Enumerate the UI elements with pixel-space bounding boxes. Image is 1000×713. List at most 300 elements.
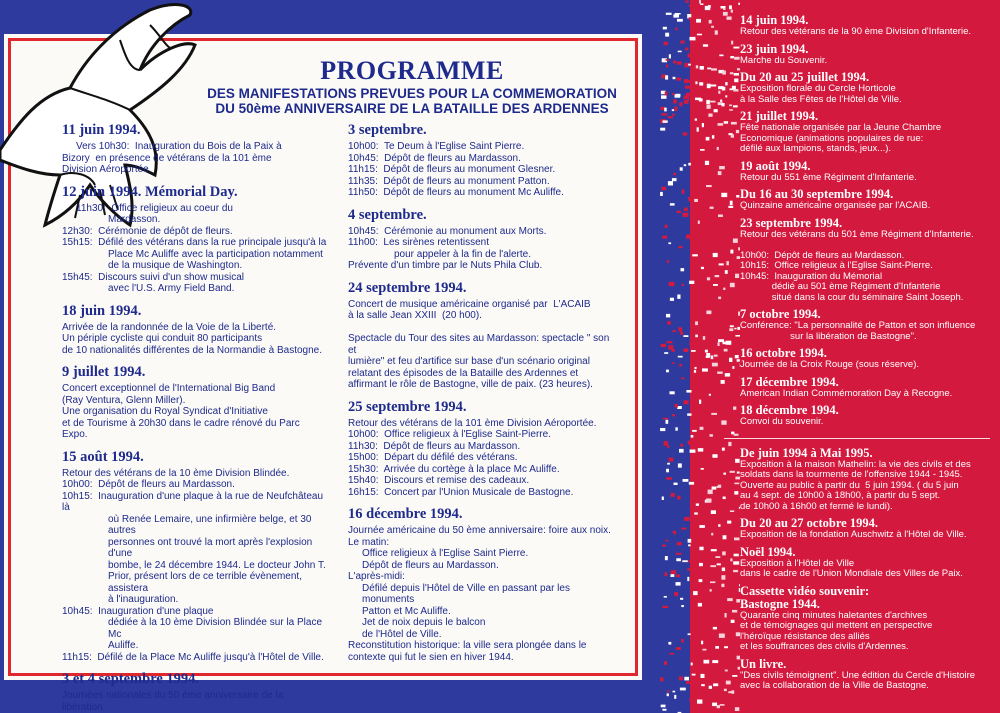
event-line: Dépôt de fleurs au Mardasson. (362, 559, 499, 571)
confetti-piece (695, 367, 697, 369)
confetti-piece (733, 239, 738, 243)
confetti-piece (667, 690, 669, 692)
confetti-piece (693, 364, 698, 368)
confetti-piece (735, 274, 739, 278)
event-line: et de témoignages qui mettent en perspective (740, 620, 933, 631)
confetti-piece (699, 82, 703, 85)
confetti-piece (699, 400, 701, 404)
confetti-piece (672, 93, 675, 95)
confetti-piece (719, 263, 724, 265)
confetti-piece (705, 577, 707, 580)
confetti-piece (670, 203, 675, 205)
confetti-piece (711, 510, 716, 514)
confetti-piece (661, 113, 667, 115)
event-line: de l'Hôtel de Ville. (362, 628, 442, 640)
event-line: 10h45: Inauguration du Mémorial (740, 270, 883, 282)
event-date: 25 septembre 1994. (348, 398, 467, 415)
event-block (740, 658, 990, 692)
event-line: à la salle Jean XXIII (20 h00). (348, 310, 482, 321)
confetti-piece (698, 221, 700, 224)
confetti-piece (696, 194, 702, 196)
event-block (740, 160, 990, 184)
event-line: de 10 nationalités différentes de la Normandie à Bastogne. (62, 344, 322, 356)
confetti-piece (673, 61, 676, 64)
confetti-piece (667, 321, 671, 325)
event-line: Journées nationales du 50 ème anniversaire de la libération. (62, 690, 287, 713)
confetti-piece (663, 27, 667, 30)
confetti-piece (730, 325, 734, 327)
confetti-piece (702, 123, 704, 127)
confetti-piece (717, 705, 720, 708)
confetti-piece (684, 95, 688, 99)
right-column (740, 14, 990, 692)
confetti-piece (736, 195, 739, 198)
confetti-piece (735, 355, 739, 358)
confetti-piece (687, 413, 691, 415)
confetti-piece (712, 703, 717, 707)
confetti-piece (663, 606, 669, 608)
confetti-piece (665, 540, 668, 542)
confetti-piece (722, 103, 725, 106)
event-line: 11h35: Dépôt de fleurs au monument Patton. (348, 175, 550, 187)
event-line: 10h45: Cérémonie au monument aux Morts. (348, 225, 547, 237)
confetti-piece (663, 120, 668, 122)
confetti-piece (717, 147, 719, 150)
confetti-piece (670, 298, 674, 301)
confetti-piece (695, 335, 698, 338)
confetti-piece (669, 54, 671, 58)
confetti-piece (708, 490, 713, 495)
event-date: 7 octobre 1994. (740, 307, 821, 321)
confetti-piece (689, 281, 694, 284)
confetti-piece (718, 485, 721, 488)
event-line: 11h30: Dépôt de fleurs au Mardasson. (348, 440, 521, 452)
confetti-piece (734, 483, 739, 485)
confetti-piece (677, 496, 680, 500)
confetti-piece (672, 362, 675, 364)
confetti-piece (672, 109, 674, 111)
event-line: Auliffe. (108, 640, 139, 651)
confetti-piece (682, 560, 688, 562)
confetti-piece (697, 34, 702, 36)
confetti-piece (686, 390, 691, 393)
confetti-piece (676, 558, 681, 561)
confetti-piece (686, 234, 690, 239)
event-line: Journée américaine du 50 ème anniversaire: foire aux noix. (348, 525, 611, 536)
confetti-piece (664, 42, 668, 46)
confetti-piece (721, 380, 725, 384)
event-line: défilé aux lampions, stands, jeux...). (740, 143, 892, 154)
confetti-piece (712, 363, 718, 367)
event-line: 15h30: Arrivée du cortège à la place Mc Auliffe. (348, 463, 560, 475)
confetti-piece (667, 463, 670, 465)
confetti-piece (690, 342, 693, 346)
confetti-piece (684, 677, 689, 681)
confetti-piece (684, 517, 689, 521)
confetti-piece (724, 646, 728, 648)
event-block (348, 122, 618, 199)
confetti-piece (688, 441, 694, 445)
confetti-piece (723, 535, 727, 539)
confetti-piece (706, 499, 712, 503)
confetti-piece (722, 568, 725, 572)
confetti-piece (682, 189, 685, 193)
confetti-piece (722, 87, 725, 91)
event-line: Défilé depuis l'Hôtel de Ville en passant par les monuments (362, 582, 573, 605)
event-line: Ouverte au public à partir du 5 juin 1994. ( du 5 juin (740, 479, 959, 491)
confetti-piece (691, 88, 696, 91)
event-line: (Ray Ventura, Glenn Miller). (62, 394, 186, 406)
confetti-piece (731, 432, 734, 435)
confetti-piece (668, 642, 671, 645)
confetti-piece (662, 236, 667, 239)
confetti-piece (694, 176, 699, 179)
confetti-piece (705, 161, 709, 165)
confetti-piece (680, 688, 686, 691)
event-block (740, 376, 990, 400)
confetti-piece (680, 167, 683, 170)
confetti-piece (679, 102, 682, 106)
event-line: Vers 10h30: Inauguration du Bois de la Paix à (76, 141, 282, 152)
confetti-piece (684, 400, 689, 404)
event-date: 11 juin 1994. (62, 122, 141, 138)
confetti-piece (672, 178, 677, 181)
confetti-piece (689, 482, 694, 485)
event-block (62, 671, 327, 713)
confetti-piece (711, 85, 717, 87)
confetti-piece (734, 328, 736, 330)
confetti-piece (687, 568, 690, 570)
event-line: Patton et Mc Auliffe. (362, 605, 451, 617)
confetti-piece (678, 327, 682, 331)
confetti-piece (681, 605, 684, 607)
confetti-piece (707, 180, 711, 184)
confetti-piece (700, 149, 705, 151)
confetti-piece (731, 10, 733, 13)
event-block (740, 71, 990, 105)
confetti-piece (674, 107, 677, 111)
confetti-piece (723, 473, 726, 475)
confetti-piece (676, 575, 680, 578)
event-line: de 10h00 à 16h00 et fermé le lundi). (740, 500, 893, 512)
event-date: Du 20 au 27 octobre 1994. (740, 516, 878, 530)
event-line: et de Tourisme à 20h30 dans le cadre rénové du Parc Expo. (62, 417, 303, 440)
event-line: Prévente d'un timbre par le Nuts Phila Club. (348, 260, 543, 271)
confetti-piece (667, 260, 669, 263)
event-line: Marche du Souvenir. (740, 54, 828, 66)
confetti-piece (715, 275, 720, 277)
confetti-piece (667, 693, 669, 696)
event-line: Quinzaine américaine organisée par l'ACAIB. (740, 200, 931, 211)
confetti-piece (712, 487, 717, 490)
confetti-piece (678, 463, 682, 467)
confetti-piece (699, 525, 705, 528)
confetti-piece (711, 68, 717, 70)
event-block (348, 280, 618, 391)
event-line: affirmant le rôle de Bastogne, ville de paix. (23 heures). (348, 379, 593, 390)
event-date: 24 septembre 1994. (348, 279, 467, 296)
confetti-piece (662, 545, 666, 547)
confetti-piece (718, 297, 721, 300)
confetti-piece (719, 166, 725, 169)
confetti-piece (725, 95, 727, 97)
confetti-piece (676, 553, 682, 555)
confetti-piece (690, 37, 696, 41)
confetti-piece (683, 335, 688, 337)
event-date: 12 juin 1994. Mémorial Day. (62, 183, 238, 200)
confetti-piece (718, 342, 720, 346)
confetti-piece (731, 41, 733, 45)
confetti-piece (730, 250, 733, 254)
confetti-piece (660, 128, 665, 131)
event-block (62, 184, 327, 295)
confetti-piece (715, 556, 720, 558)
confetti-piece (671, 493, 675, 497)
confetti-piece (688, 633, 691, 635)
confetti-piece (683, 479, 689, 482)
confetti-piece (677, 61, 682, 64)
event-line: dans le cadre de l'Union Mondiale des Villes de Paix. (740, 568, 963, 579)
confetti-piece (681, 377, 684, 379)
confetti-piece (695, 321, 698, 325)
confetti-piece (726, 261, 729, 265)
confetti-piece (698, 603, 702, 607)
confetti-piece (696, 65, 698, 68)
confetti-piece (681, 268, 685, 271)
right-column-bottom (740, 447, 990, 692)
confetti-piece (701, 468, 704, 470)
confetti-piece (735, 459, 740, 463)
confetti-piece (671, 570, 676, 574)
event-date: Un livre. (740, 656, 787, 671)
confetti-piece (734, 73, 739, 76)
confetti-piece (688, 197, 691, 201)
event-date: Du 16 au 30 septembre 1994. (740, 187, 894, 201)
confetti-piece (713, 253, 718, 257)
confetti-piece (673, 330, 676, 332)
confetti-piece (721, 575, 725, 580)
middle-column (348, 122, 618, 663)
event-line: lumière" et feu d'artifice sur base d'un scénario original (348, 356, 590, 367)
confetti-piece (725, 670, 728, 672)
confetti-piece (723, 497, 726, 500)
confetti-piece (709, 394, 711, 396)
confetti-piece (686, 681, 690, 684)
confetti-piece (668, 181, 673, 185)
confetti-piece (720, 704, 725, 706)
confetti-piece (706, 185, 712, 187)
confetti-piece (685, 86, 691, 89)
confetti-piece (734, 434, 739, 436)
event-line: Une organisation du Royal Syndicat d'Initiative (62, 406, 268, 417)
event-line: Conférence: "La personnalité de Patton et son influence (740, 320, 976, 331)
event-line: Exposition à la maison Mathelin: la vie des civils et des (740, 458, 971, 470)
confetti-piece (688, 561, 690, 563)
event-line: Quarante cinq minutes haletantes d'archives (740, 609, 928, 621)
confetti-piece (730, 558, 732, 561)
confetti-piece (712, 135, 714, 139)
event-line: 12h30: Cérémonie de dépôt de fleurs. (62, 225, 233, 237)
event-line: Reconstitution historique: la ville sera plongée dans le (348, 640, 587, 651)
confetti-piece (677, 542, 682, 545)
confetti-piece (673, 14, 679, 17)
confetti-piece (723, 342, 727, 345)
event-line: 10h45: Inauguration d'une plaque (62, 605, 214, 617)
event-line: bombe, le 24 décembre 1944. Le docteur John T. (108, 559, 326, 571)
event-line: avec la collaboration de la Ville de Bastogne. (740, 680, 929, 691)
confetti-piece (733, 105, 738, 107)
confetti-piece (730, 510, 734, 512)
confetti-piece (699, 563, 703, 566)
event-line: Concert de musique américaine organisé par L'ACAIB (348, 298, 591, 310)
confetti-piece (717, 372, 723, 374)
event-block (740, 188, 990, 212)
event-block (740, 404, 990, 428)
confetti-piece (674, 483, 678, 485)
confetti-piece (708, 114, 712, 117)
event-line: Jet de noix depuis le balcon (362, 617, 486, 628)
confetti-piece (731, 134, 734, 137)
event-line: 11h50: Dépôt de fleurs au monument Mc Auliffe. (348, 187, 564, 198)
confetti-piece (732, 366, 734, 369)
event-line: 11h00: Les sirènes retentissent (348, 237, 490, 248)
confetti-piece (664, 441, 668, 446)
event-date: 15 août 1994. (62, 448, 144, 465)
event-line: avec l'U.S. Army Field Band. (108, 283, 235, 294)
confetti-piece (673, 173, 676, 175)
event-block (740, 517, 990, 541)
confetti-piece (699, 0, 701, 3)
confetti-piece (698, 448, 704, 452)
confetti-piece (711, 26, 714, 28)
confetti-piece (679, 246, 683, 248)
event-line: personnes ont trouvé la mort après l'explosion d'une (108, 536, 316, 559)
confetti-piece (711, 356, 714, 360)
confetti-piece (696, 19, 701, 23)
confetti-piece (734, 57, 740, 60)
confetti-piece (704, 570, 707, 573)
confetti-piece (701, 641, 703, 645)
event-line: pour appeler à la fin de l'alerte. (394, 248, 531, 260)
confetti-piece (729, 105, 732, 107)
confetti-piece (663, 418, 668, 420)
confetti-piece (735, 707, 739, 711)
confetti-piece (666, 65, 668, 68)
event-line: 10h15: Inauguration d'une plaque à la rue de Neufchâteau là (62, 490, 326, 513)
confetti-piece (695, 119, 697, 121)
event-line: où Renée Lemaire, une infirmière belge, et 30 autres (108, 513, 315, 536)
confetti-piece (699, 98, 703, 101)
confetti-piece (710, 589, 712, 592)
confetti-piece (699, 547, 703, 551)
confetti-piece (675, 13, 681, 15)
confetti-piece (688, 544, 691, 546)
event-line: 10h45: Dépôt de fleurs au Mardasson. (348, 152, 521, 164)
confetti-piece (672, 114, 675, 116)
confetti-piece (730, 88, 733, 90)
event-line: Office religieux à l'Eglise Saint Pierre. (362, 548, 529, 559)
confetti-piece (714, 355, 718, 357)
event-line: Exposition à l'Hôtel de Ville (740, 557, 855, 569)
confetti-piece (730, 56, 734, 58)
event-block (62, 122, 327, 176)
event-block (740, 43, 990, 67)
event-line: de la musique de Washington. (108, 260, 243, 271)
event-line: Arrivée de la randonnée de la Voie de la Liberté. (62, 321, 277, 333)
event-block (740, 447, 990, 513)
confetti-piece (706, 100, 710, 104)
confetti-piece (689, 17, 694, 20)
confetti-piece (676, 647, 681, 650)
event-block (740, 585, 990, 653)
confetti-piece (711, 413, 717, 415)
event-line: 15h45: Discours suivi d'un show musical (62, 271, 244, 283)
event-line: Exposition florale du Cercle Horticole (740, 83, 896, 94)
event-line: Mardasson. (108, 214, 161, 225)
confetti-piece (675, 427, 677, 430)
confetti-piece (662, 497, 664, 501)
confetti-piece (685, 48, 688, 51)
event-line: sur la libération de Bastogne". (740, 330, 917, 342)
confetti-piece (681, 41, 685, 44)
confetti-piece (661, 705, 666, 708)
confetti-piece (713, 683, 718, 686)
confetti-piece (662, 709, 666, 711)
confetti-piece (707, 105, 711, 109)
right-divider (724, 438, 990, 439)
confetti-piece (703, 336, 705, 340)
confetti-piece (665, 75, 668, 79)
confetti-piece (707, 68, 711, 70)
event-block (348, 207, 618, 272)
confetti-piece (676, 211, 681, 213)
confetti-piece (676, 94, 680, 97)
confetti-piece (715, 30, 718, 34)
confetti-border (660, 0, 740, 713)
event-date: 9 juillet 1994. (62, 364, 146, 380)
confetti-piece (688, 163, 691, 166)
event-line: Retour des vétérans de la 10 ème Division Blindée. (62, 467, 290, 479)
confetti-piece (680, 444, 683, 447)
event-line: L'après-midi: (348, 571, 405, 582)
event-block (740, 110, 990, 155)
confetti-piece (666, 13, 672, 15)
confetti-piece (690, 313, 696, 316)
confetti-piece (672, 531, 675, 533)
confetti-piece (721, 193, 727, 197)
event-block (740, 217, 990, 304)
confetti-piece (699, 40, 704, 43)
event-line: "Des civils témoignent". Une édition du Cercle d'Histoire (740, 669, 976, 681)
confetti-piece (725, 270, 728, 274)
confetti-piece (665, 556, 668, 560)
confetti-piece (722, 448, 725, 451)
confetti-piece (714, 109, 718, 112)
confetti-piece (674, 695, 676, 699)
title-subtitle-2: DU 50ème ANNIVERSAIRE DE LA BATAILLE DES ARDENNES (215, 101, 609, 116)
confetti-piece (684, 208, 688, 212)
confetti-piece (692, 674, 696, 676)
confetti-piece (718, 524, 720, 527)
confetti-piece (666, 59, 669, 61)
confetti-piece (665, 572, 668, 576)
confetti-piece (732, 610, 737, 613)
confetti-piece (727, 17, 732, 20)
event-line: soldats dans la tourmente de l'offensive 1944 - 1945. (740, 469, 963, 480)
event-line: Un périple cycliste qui conduit 80 participants (62, 333, 263, 344)
confetti-piece (687, 577, 689, 581)
event-line: Division Aéroportée. (62, 164, 152, 175)
